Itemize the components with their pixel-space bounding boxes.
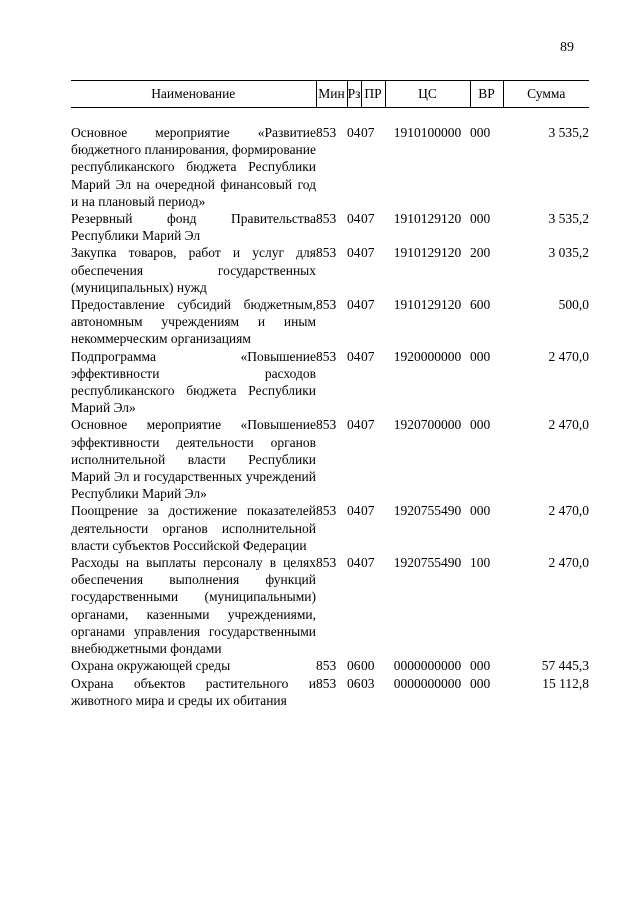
row-cs: 1910129120	[393, 297, 462, 313]
header-name: Наименование	[71, 81, 316, 108]
table-header-row	[71, 81, 589, 108]
row-rz: 04	[347, 125, 361, 140]
row-pr: 03	[361, 675, 375, 691]
row-pr: 07	[361, 417, 375, 433]
row-rz: 04	[347, 211, 361, 227]
row-vr: 000	[470, 125, 491, 140]
row-pr: 07	[361, 211, 375, 227]
row-cs: 1920755490	[393, 503, 462, 519]
row-rz: 04	[347, 348, 361, 364]
row-min: 853	[316, 503, 337, 519]
header-vr: ВР	[470, 81, 503, 108]
row-name: Закупка товаров, работ и услуг для обеспечения государственных (муниципальных) нужд	[71, 245, 316, 295]
row-cs: 0000000000	[393, 675, 462, 691]
table-row	[71, 502, 589, 554]
table-row	[71, 554, 589, 657]
row-name: Расходы на выплаты персоналу в целях обеспечения выполнения функций государственными (муниципальными) органами, казенными учреждениями, органами управления государственными внебюджетными фондами	[71, 555, 316, 657]
row-sum: 57 445,3	[541, 658, 589, 674]
row-min: 853	[316, 211, 337, 227]
row-rz: 04	[347, 245, 361, 261]
row-sum: 3 535,2	[548, 211, 589, 227]
row-cs: 1910100000	[393, 125, 462, 140]
row-vr: 000	[470, 675, 491, 691]
table-spacer	[71, 108, 589, 125]
budget-table	[71, 80, 589, 709]
row-cs: 1920700000	[393, 417, 462, 433]
row-sum: 15 112,8	[542, 675, 589, 691]
row-vr: 000	[470, 348, 491, 364]
row-sum: 2 470,0	[548, 503, 589, 519]
row-cs: 1920755490	[393, 555, 462, 571]
row-min: 853	[316, 297, 337, 313]
table-body	[71, 108, 589, 709]
row-sum: 2 470,0	[548, 417, 589, 433]
row-min: 853	[316, 125, 337, 140]
row-vr: 000	[470, 658, 491, 674]
row-name: Охрана окружающей среды	[71, 658, 231, 674]
row-rz: 04	[347, 503, 361, 519]
row-vr: 000	[470, 417, 491, 433]
row-cs: 1910129120	[393, 211, 462, 227]
row-cs: 1910129120	[393, 245, 462, 261]
row-rz: 06	[347, 675, 361, 691]
row-rz: 04	[347, 417, 361, 433]
row-pr: 07	[361, 348, 375, 364]
row-vr: 100	[470, 555, 491, 571]
table-row	[71, 348, 589, 417]
row-name: Поощрение за достижение показателей деятельности органов исполнительной власти субъектов Российской Федерации	[71, 503, 316, 553]
header-cs: ЦС	[385, 81, 470, 108]
row-min: 853	[316, 245, 337, 261]
header-pr: ПР	[361, 81, 385, 108]
table-row	[71, 210, 589, 244]
row-name: Резервный фонд Правительства Республики Марий Эл	[71, 211, 316, 244]
row-rz: 04	[347, 555, 361, 571]
row-min: 853	[316, 658, 337, 674]
row-name: Охрана объектов растительного и животного мира и среды их обитания	[71, 675, 316, 708]
row-min: 853	[316, 348, 337, 364]
table-row	[71, 296, 589, 348]
row-pr: 07	[361, 297, 375, 313]
row-vr: 000	[470, 211, 491, 227]
row-pr: 07	[361, 245, 375, 261]
row-sum: 500,0	[558, 297, 589, 313]
table-row	[71, 416, 589, 502]
header-sum: Сумма	[503, 81, 589, 108]
row-min: 853	[316, 417, 337, 433]
row-vr: 000	[470, 503, 491, 519]
row-pr: 00	[361, 658, 375, 674]
row-sum: 3 035,2	[548, 245, 589, 261]
table-row	[71, 244, 589, 296]
row-cs: 1920000000	[393, 348, 462, 364]
row-cs: 0000000000	[393, 658, 462, 674]
table-row	[71, 657, 589, 674]
row-sum: 2 470,0	[548, 555, 589, 571]
row-pr: 07	[361, 125, 375, 140]
row-name: Предоставление субсидий бюджетным, автономным учреждениям и иным некоммерческим организациям	[71, 297, 316, 347]
row-vr: 200	[470, 245, 491, 261]
row-pr: 07	[361, 503, 375, 519]
row-rz: 04	[347, 297, 361, 313]
page-number: 89	[560, 40, 574, 55]
row-min: 853	[316, 555, 337, 571]
row-name: Подпрограмма «Повышение эффективности расходов республиканского бюджета Республики Марий Эл»	[71, 348, 316, 416]
row-vr: 600	[470, 297, 491, 313]
table-row	[71, 124, 589, 210]
row-sum: 3 535,2	[548, 125, 589, 140]
row-pr: 07	[361, 555, 375, 571]
row-name: Основное мероприятие «Развитие бюджетного планирования, формирование республиканского бюджета Республики Марий Эл на очередной финансовый год и на плановый период»	[71, 125, 316, 209]
row-sum: 2 470,0	[548, 348, 589, 364]
row-rz: 06	[347, 658, 361, 674]
header-rz: Рз	[347, 81, 361, 108]
table-row	[71, 675, 589, 709]
header-min: Мин	[316, 81, 347, 108]
row-min: 853	[316, 675, 337, 691]
row-name: Основное мероприятие «Повышение эффективности деятельности органов исполнительной власти Республики Марий Эл и государственных учреждений Республики Марий Эл»	[71, 417, 316, 502]
